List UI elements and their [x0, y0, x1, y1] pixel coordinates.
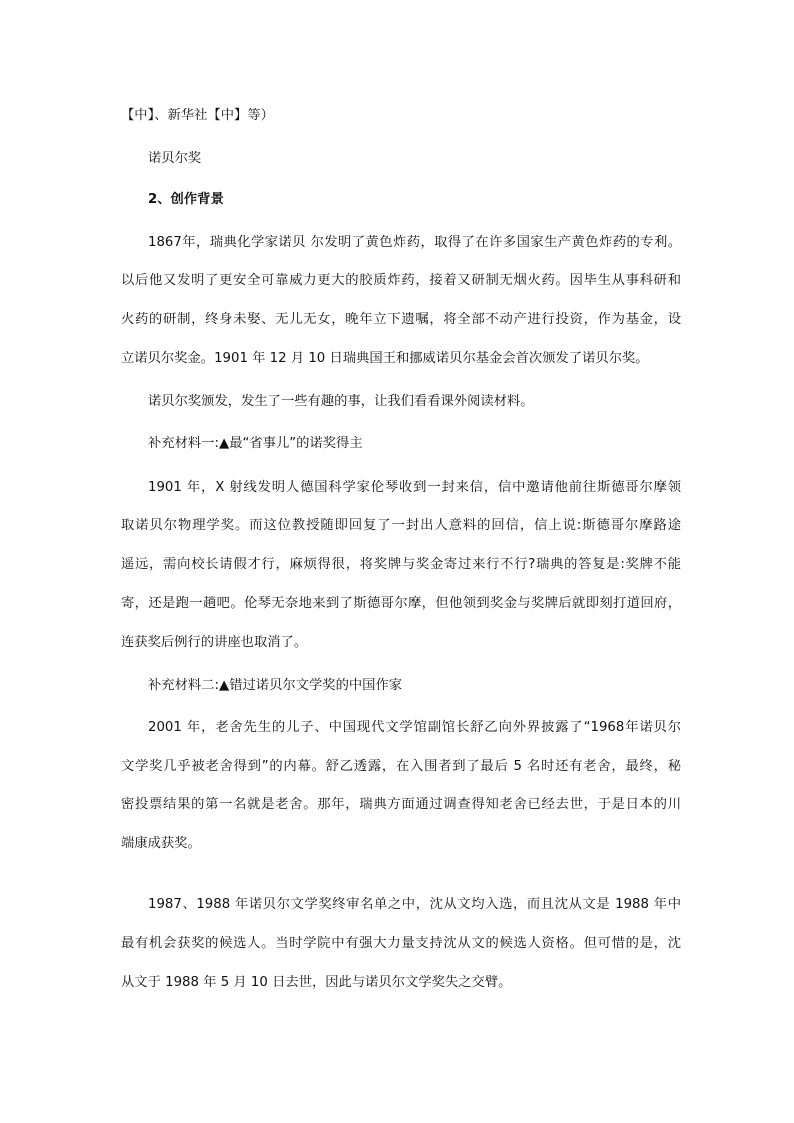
supplement-heading-2: 补充材料二:▲错过诺贝尔文学奖的中国作家: [148, 678, 403, 693]
paragraph-4-line-1: 2001 年，老舍先生的儿子、中国现代文学馆副馆长舒乙向外界披露了“1968年诺贝尔: [148, 720, 681, 735]
paragraph-5-line-3: 从文于 1988 年 5 月 10 日去世，因此与诺贝尔文学奖失之交臂。: [121, 975, 512, 990]
supplement-heading-1: 补充材料一:▲最“省事儿”的诺奖得主: [148, 436, 363, 451]
paragraph-1-line-2: 以后他又发明了更安全可靠威力更大的胶质炸药，接着又研制无烟火药。因毕生从事科研和: [121, 273, 681, 288]
paragraph-4-line-4: 端康成获奖。: [121, 836, 201, 851]
paragraph-3-line-1: 1901 年，X 射线发明人德国科学家伦琴收到一封来信，信中邀请他前往斯德哥尔摩领: [148, 480, 681, 495]
section-heading-creation-background: 2、创作背景: [148, 192, 224, 207]
paragraph-3-line-4: 寄，还是跑一趟吧。伦琴无奈地来到了斯德哥尔摩，但他领到奖金与奖牌后就即刻打道回府，: [121, 596, 681, 611]
text-line-nobel-prize: 诺贝尔奖: [148, 151, 202, 166]
paragraph-1-line-3: 火药的研制，终身未娶、无儿无女，晚年立下遗嘱，将全部不动产进行投资，作为基金，设: [121, 312, 681, 327]
paragraph-4-line-2: 文学奖几乎被老舍得到”的内幕。舒乙透露，在入围者到了最后 5 名时还有老舍，最终，秘: [121, 759, 681, 774]
paragraph-1-line-1: 1867年，瑞典化学家诺贝 尔发明了黄色炸药，取得了在许多国家生产黄色炸药的专利。: [148, 235, 681, 250]
paragraph-3-line-2: 取诺贝尔物理学奖。而这位教授随即回复了一封出人意料的回信，信上说:斯德哥尔摩路途: [121, 518, 681, 533]
paragraph-3-line-5: 连获奖后例行的讲座也取消了。: [121, 635, 308, 650]
text-line-source-note: 【中】、新华社【中】等）: [121, 108, 274, 123]
paragraph-3-line-3: 遥远，需向校长请假才行，麻烦得很，将奖牌与奖金寄过来行不行?瑞典的答复是:奖牌不能: [121, 557, 681, 572]
paragraph-4-line-3: 密投票结果的第一名就是老舍。那年，瑞典方面通过调查得知老舍已经去世，于是日本的川: [121, 797, 681, 812]
paragraph-2-line-1: 诺贝尔奖颁发，发生了一些有趣的事，让我们看看课外阅读材料。: [148, 394, 534, 409]
paragraph-1-line-4: 立诺贝尔奖金。1901 年 12 月 10 日瑞典国王和挪威诺贝尔基金会首次颁发了诺贝尔奖。: [121, 351, 649, 366]
paragraph-5-line-1: 1987、1988 年诺贝尔文学奖终审名单之中，沈从文均入选，而且沈从文是 1988 年中: [148, 897, 681, 912]
paragraph-5-line-2: 最有机会获奖的候选人。当时学院中有强大力量支持沈从文的候选人资格。但可惜的是，沈: [121, 936, 681, 951]
